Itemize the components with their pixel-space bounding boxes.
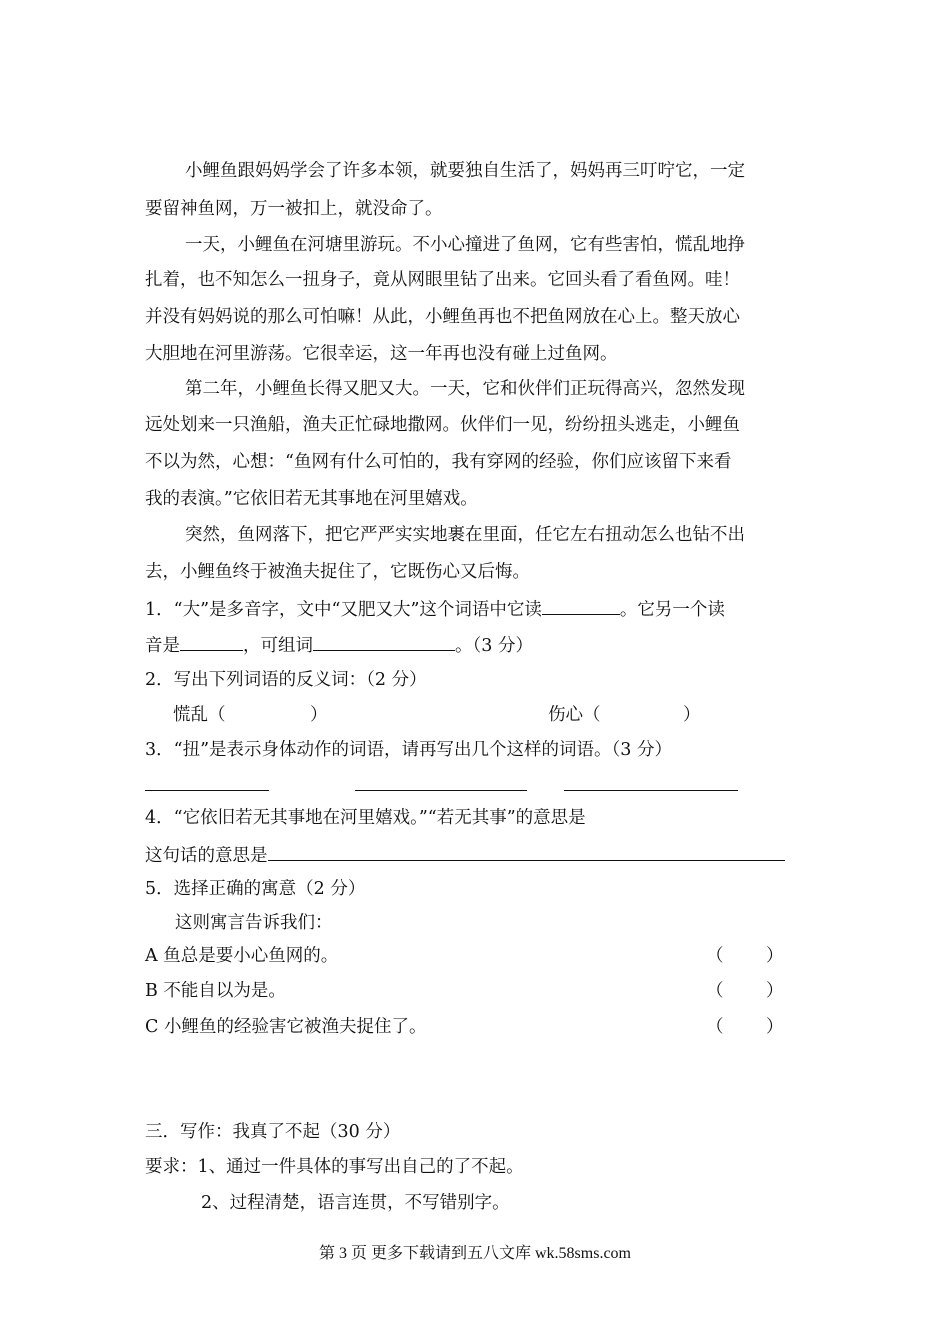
antonym-word-1: 慌乱（	[173, 705, 226, 725]
writing-requirement-2: 2、过程清楚，语言连贯，不写错别字。	[201, 1193, 510, 1213]
question-2-title: 2．写出下列词语的反义词：（2 分）	[145, 670, 427, 690]
option-b-paren-close: ）	[766, 981, 784, 1001]
writing-requirement-1: 要求：1、通过一件具体的事写出自己的了不起。	[145, 1157, 524, 1177]
answer-blank-word[interactable]	[313, 632, 455, 651]
antonym-paren-close-2: ）	[683, 705, 701, 725]
question-4-title: 4．“它依旧若无其事地在河里嬉戏。”“若无其事”的意思是	[145, 808, 586, 828]
option-c-paren-open[interactable]: （	[706, 1017, 724, 1037]
question-3-title: 3．“扭”是表示身体动作的词语，请再写出几个这样的词语。（3 分）	[145, 740, 672, 760]
passage-line: 突然，鱼网落下，把它严严实实地裹在里面，任它左右扭动怎么也钻不出	[185, 525, 745, 545]
question-1-line-2	[145, 632, 533, 658]
question-5-title: 5．选择正确的寓意（2 分）	[145, 879, 366, 899]
answer-blank-meaning[interactable]	[268, 842, 785, 861]
question-5-intro: 这则寓言告诉我们：	[175, 913, 333, 933]
passage-line: 去，小鲤鱼终于被渔夫捉住了，它既伤心又后悔。	[145, 562, 530, 582]
question-1-text: 1．“大”是多音字，文中“又肥又大”这个词语中它读	[145, 600, 542, 620]
option-a-paren-open[interactable]: （	[706, 946, 724, 966]
passage-line: 我的表演。”它依旧若无其事地在河里嬉戏。	[145, 489, 478, 509]
antonym-paren-close-1: ）	[310, 705, 328, 725]
question-4-text: 这句话的意思是	[145, 846, 268, 866]
question-1-line-1	[145, 596, 725, 622]
antonym-word-2: 伤心（	[548, 705, 601, 725]
answer-blank-pronunciation[interactable]	[542, 596, 620, 615]
option-a: A 鱼总是要小心鱼网的。	[145, 946, 339, 966]
option-b-paren-open[interactable]: （	[706, 981, 724, 1001]
question-1-text-d: ，可组词	[243, 636, 313, 656]
option-a-paren-close: ）	[766, 946, 784, 966]
question-1-text-c: 音是	[145, 636, 180, 656]
passage-line: 要留神鱼网，万一被扣上，就没命了。	[145, 199, 443, 219]
passage-line: 扎着，也不知怎么一扭身子，竟从网眼里钻了出来。它回头看了看鱼网。哇！	[145, 270, 740, 290]
answer-blank-other-pronunciation[interactable]	[180, 632, 243, 651]
passage-line: 一天，小鲤鱼在河塘里游玩。不小心撞进了鱼网，它有些害怕，慌乱地挣	[185, 235, 745, 255]
option-c: C 小鲤鱼的经验害它被渔夫捉住了。	[145, 1017, 427, 1037]
passage-line: 第二年，小鲤鱼长得又肥又大。一天，它和伙伴们正玩得高兴，忽然发现	[185, 379, 745, 399]
passage-line: 远处划来一只渔船，渔夫正忙碌地撒网。伙伴们一见，纷纷扭头逃走，小鲤鱼	[145, 415, 740, 435]
passage-line: 不以为然，心想：“鱼网有什么可怕的，我有穿网的经验，你们应该留下来看	[145, 452, 732, 472]
question-4-line-2	[145, 842, 785, 868]
writing-title: 三．写作：我真了不起（30 分）	[145, 1122, 401, 1142]
question-1-text-e: 。（3 分）	[455, 636, 533, 656]
option-c-paren-close: ）	[766, 1017, 784, 1037]
passage-line: 并没有妈妈说的那么可怕嘛！从此，小鲤鱼再也不把鱼网放在心上。整天放心	[145, 307, 740, 327]
question-1-text-b: 。它另一个读	[619, 600, 725, 620]
passage-line: 大胆地在河里游荡。它很幸运，这一年再也没有碰上过鱼网。	[145, 344, 618, 364]
page-footer: 第 3 页 更多下载请到五八文库 wk.58sms.com	[318, 1245, 631, 1262]
answer-line[interactable]	[564, 790, 738, 791]
passage-line: 小鲤鱼跟妈妈学会了许多本领，就要独自生活了，妈妈再三叮咛它，一定	[185, 161, 745, 181]
option-b: B 不能自以为是。	[145, 981, 286, 1001]
answer-line[interactable]	[355, 790, 527, 791]
answer-line[interactable]	[145, 790, 269, 791]
